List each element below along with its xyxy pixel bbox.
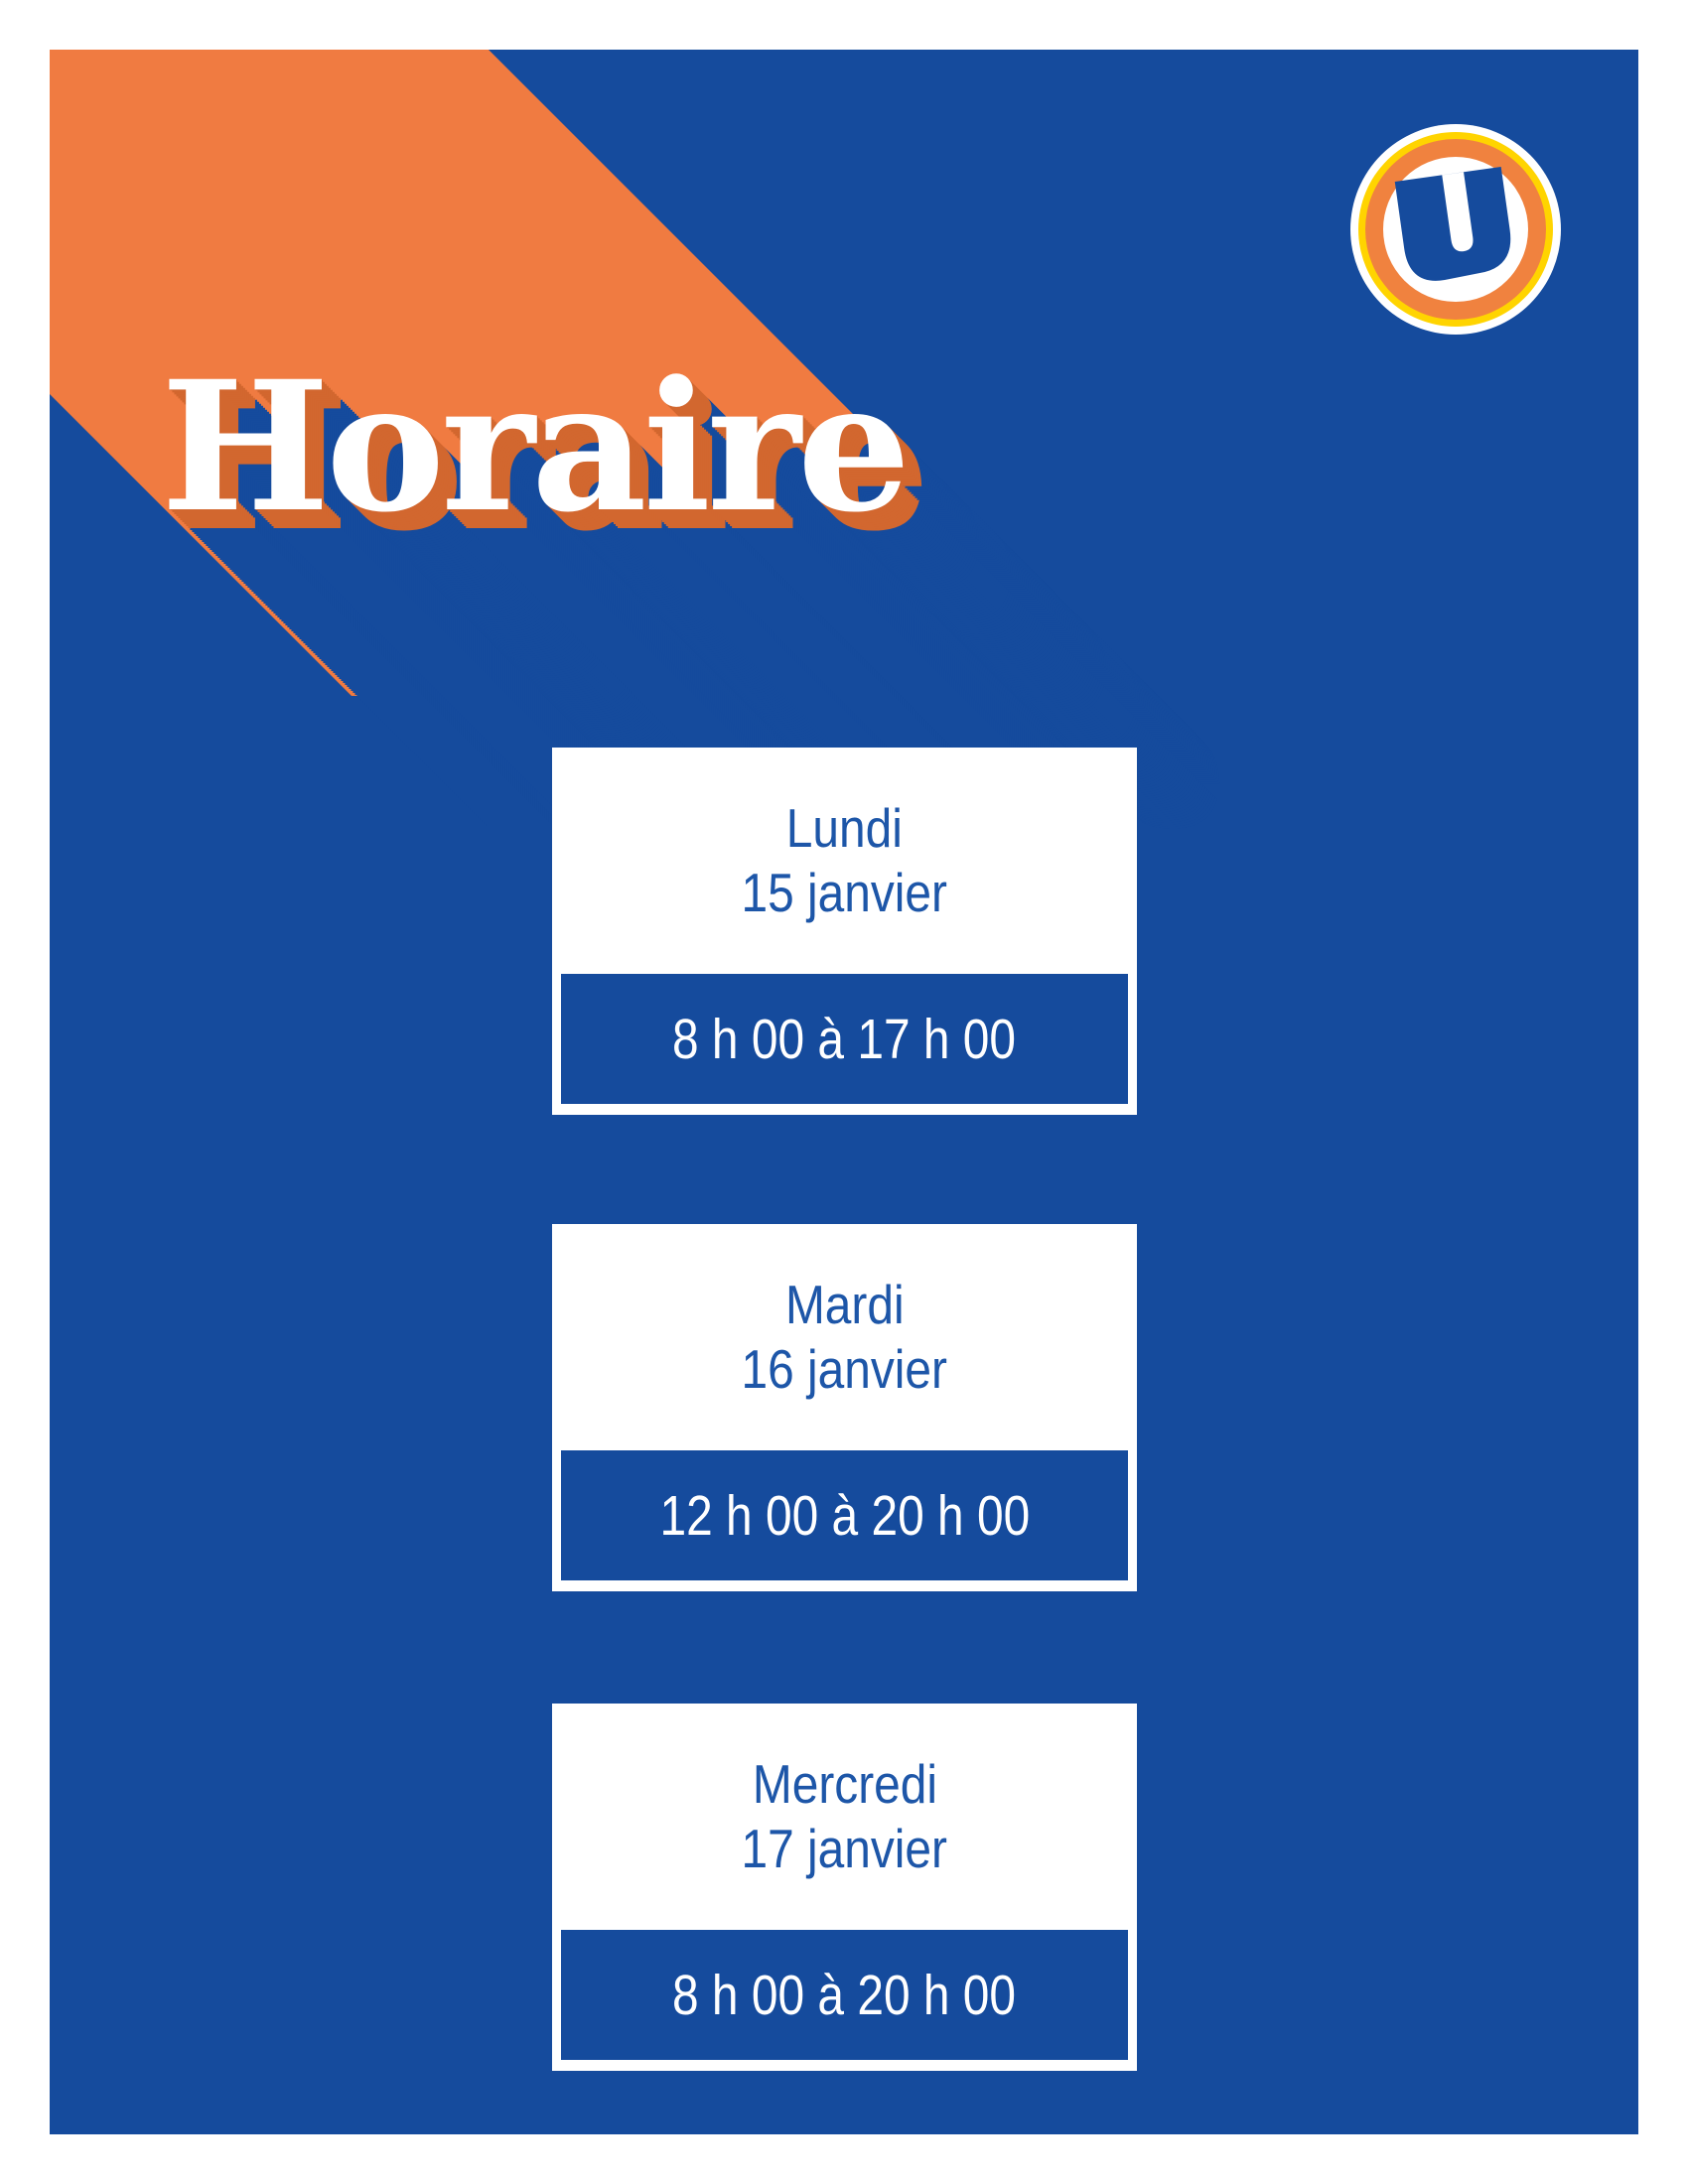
- card-day-header: [552, 748, 1137, 974]
- card-hours-band: [561, 1450, 1128, 1580]
- card-day-header: [552, 1224, 1137, 1450]
- day-name: Mercredi: [752, 1753, 937, 1815]
- card-hours-band: [561, 1930, 1128, 2060]
- day-date: 17 janvier: [741, 1818, 948, 1879]
- hours-text: 8 h 00 à 20 h 00: [672, 1963, 1017, 2027]
- card-hours-band: [561, 974, 1128, 1104]
- schedule-card-list: [552, 50, 1137, 2134]
- u-brand-logo-icon: [1350, 124, 1561, 335]
- hours-text: 12 h 00 à 20 h 00: [659, 1483, 1030, 1548]
- day-date: 16 janvier: [741, 1338, 948, 1400]
- poster-background-panel: [50, 50, 1638, 2134]
- day-name: Lundi: [785, 797, 904, 859]
- page-title: Horaire: [161, 342, 908, 552]
- day-name: Mardi: [784, 1274, 905, 1335]
- schedule-card-wednesday: [552, 1704, 1137, 2071]
- card-day-header: [552, 1704, 1137, 1930]
- day-date: 15 janvier: [741, 862, 948, 923]
- hours-text: 8 h 00 à 17 h 00: [672, 1007, 1017, 1071]
- schedule-card-monday: [552, 748, 1137, 1115]
- schedule-card-tuesday: [552, 1224, 1137, 1591]
